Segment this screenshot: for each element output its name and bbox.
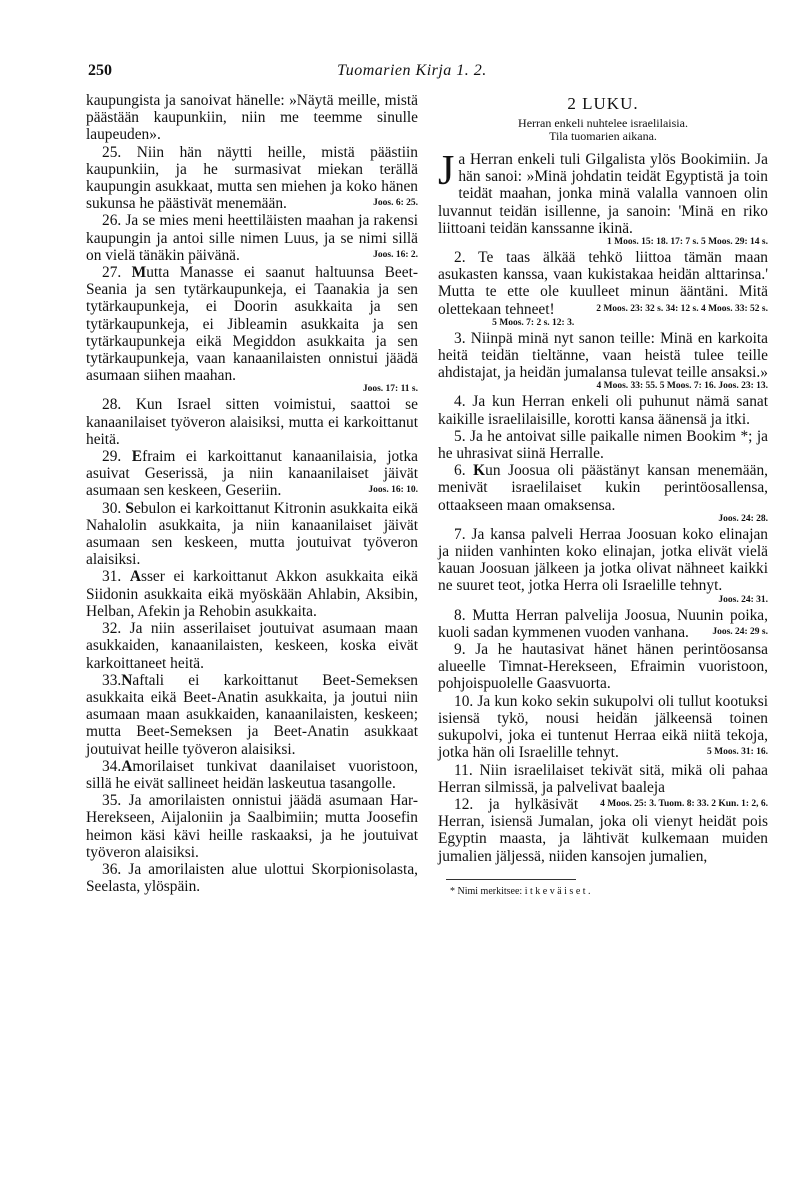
left-column — [86, 92, 418, 895]
verse-8: 8. Mutta Herran palvelija Joosua, Nuunin poika, kuoli sadan kymmenen vuoden vanhana. Joos. 24: 29 s. — [438, 606, 768, 641]
running-title: Tuomarien Kirja 1. 2. — [337, 62, 487, 79]
drop-cap: J — [438, 148, 455, 194]
verse-26: 26. Ja se mies meni heettiläisten maahan ja rakensi kaupungin ja antoi sille nimen Luus, ja se nimi sillä on vielä tänäkin päivänä. Joos. 16: 2. — [86, 212, 418, 264]
verse-28: 28. Kun Israel sitten voimistui, saattoi se kanaanilaiset työveron alaisiksi, mutta ei karkoittanut heitä. — [86, 396, 418, 448]
cross-reference: Joos. 24: 31. — [718, 594, 768, 605]
cross-reference: 2 Moos. 23: 32 s. 34: 12 s. 4 Moos. 33: 52 s. — [596, 303, 768, 314]
cross-reference: 5 Moos. 7: 2 s. 12: 3. — [492, 317, 575, 328]
verse-30: 30. Sebulon ei karkoittanut Kitronin asukkaita eikä Nahalolin asukkaita, ja niin kanaanilaiset jäivät asumaan sen keskeen, mutta joutuivat työveron alaisiksi. — [86, 499, 418, 569]
right-column — [438, 92, 768, 898]
verse-29: 29. Efraim ei karkoittanut kanaanilaisia, jotka asuivat Geserissä, ja niin kanaanilaiset jäivät asumaan sen keskeen, Geseriin. Joos. 16: 10. — [86, 448, 418, 500]
chapter-summary-line-1: Herran enkeli nuhtelee israelilaisia. — [518, 116, 688, 130]
verse-31: 31. Asser ei karkoittanut Akkon asukkaita eikä Siidonin asukkaita eikä myöskään Ahlabin, Aksibin, Helban, Afekin ja Rehobin asukkaita. — [86, 568, 418, 620]
page-header — [88, 62, 736, 84]
chapter-heading: 2 LUKU. — [567, 94, 639, 113]
verse-9: 9. Ja he hautasivat hänet hänen perintöosansa alueelle Timnat-Herekseen, Efraimin vuoristoon, pohjoispuolelle Gaasvuorta. — [438, 641, 768, 693]
verse-6: 6. Kun Joosua oli päästänyt kansan menemään, menivät israelilaiset kukin perintöosallensa, ottaakseen maan omaksensa. — [438, 462, 768, 514]
verse-7: 7. Ja kansa palveli Herraa Joosuan koko elinajan ja niiden vanhinten koko elinajan, jotka elivät vielä kauan Joosuan jälkeen ja jotka olivat nähneet kaikki ne suuret teot, jotka Herra oli Israelille tehnyt. — [438, 525, 768, 595]
page-number: 250 — [88, 62, 112, 79]
verse-10: 10. Ja kun koko sekin sukupolvi oli tullut kootuksi isiensä tykö, nousi heidän jälkeensä toinen sukupolvi, joka ei tuntenut Herraa eikä niitä tekoja, jotka hän oli Israelille tehnyt. 5 Moos. 31: 16. — [438, 692, 768, 762]
footnote: * Nimi merkitsee: itkeväiset. — [450, 885, 594, 897]
cross-reference: Joos. 17: 11 s. — [362, 384, 418, 395]
cross-reference: Joos. 24: 28. — [718, 513, 768, 524]
cross-reference: 5 Moos. 31: 16. — [707, 747, 768, 758]
verse-35: 35. Ja amorilaisten onnistui jäädä asumaan Har-Herekseen, Aijaloniin ja Saalbimiin; mutta Joosefin heimon käsi kävi heille raskaaksi, ja he joutuivat työveron alaisiksi. — [86, 792, 418, 861]
verse-34: 34.Amorilaiset tunkivat daanilaiset vuoristoon, sillä he eivät sallineet heidän laskeutua tasangolle. — [86, 757, 418, 792]
cross-reference: 4 Moos. 25: 3. Tuom. 8: 33. 2 Kun. 1: 2, 6. — [600, 798, 768, 809]
cross-reference: Joos. 16: 2. — [373, 249, 418, 260]
verse-32: 32. Ja niin asserilaiset joutuivat asumaan maan asukkaiden, kanaanilaisten, keskeen, koska eivät karkoittaneet heitä. — [86, 620, 418, 672]
verse-5: 5. Ja he antoivat sille paikalle nimen Bookim *; ja he uhrasivat siinä Herralle. — [438, 427, 768, 463]
footnote-divider — [446, 879, 576, 880]
verse-36: 36. Ja amorilaisten alue ulottui Skorpionisolasta, Seelasta, ylöspäin. — [86, 860, 418, 896]
verse-11: 11. Niin israelilaiset tekivät sitä, mikä oli pahaa Herran silmissä, ja palvelivat baaleja 4 Moos. 25: 3. Tuom. 8: 33. 2 Kun. 1: 2, 6. — [438, 762, 768, 796]
cross-reference: Joos. 24: 29 s. — [712, 626, 768, 637]
verse-25: 25. Niin hän näytti heille, mistä päästiin kaupunkiin, ja he surmasivat miekan terällä kaupungin asukkaat, mutta sen miehen ja koko hänen sukunsa he päästivät menemään. Joos. 6: 25. — [86, 143, 418, 213]
cross-reference: 4 Moos. 33: 55. 5 Moos. 7: 16. Joos. 23: 13. — [596, 381, 768, 392]
verse-2: 2. Te taas älkää tehkö liittoa tämän maan asukasten kanssa, vaan kukistakaa heidän alttarinsa.' Mutta te ette ole kuulleet minun ääntäni. Mitä olettekaan tehneet! 2 Moos. 23: 32 s. 34: 12 s. 4 Moos. 33: 52 s. — [438, 249, 768, 318]
cross-reference: 1 Moos. 15: 18. 17: 7 s. 5 Moos. 29: 14 s. — [607, 237, 768, 248]
verse-text: kaupungista ja sanoivat hänelle: »Näytä meille, mistä päästään kaupunkiin, niin me teemme sinulle laupeuden». — [86, 92, 418, 144]
cross-reference: Joos. 16: 10. — [368, 485, 418, 496]
verse-12: 12. ja hylkäsivät Herran, isiensä Jumalan, joka oli vienyt heidät pois Egyptin maasta, ja lähtivät kulkemaan muiden jumalien jäljessä, niiden kansojen jumalien, — [438, 795, 768, 865]
verse-1: Ja Herran enkeli tuli Gilgalista ylös Bookimiin. Ja hän sanoi: »Minä johdatin teidät Egyptistä ja toin teidät maahan, jonka minä valalla vannoen olin luvannut teidän isillenne, ja sanoin: 'Minä en riko liittoani teidän kanssanne ikinä. — [438, 148, 768, 237]
verse-4: 4. Ja kun Herran enkeli oli puhunut nämä sanat kaikille israelilaisille, korotti kansa äänensä ja itki. — [438, 393, 768, 428]
verse-3: 3. Niinpä minä nyt sanon teille: Minä en karkoita heitä teidän tieltänne, vaan heistä tulee teille ahdistajat, ja heidän jumalansa tulevat teille ansaksi.» — [438, 329, 768, 382]
verse-27: 27. Mutta Manasse ei saanut haltuunsa Beet-Seania ja sen tytärkaupunkeja, ei Taanakia ja sen tytärkaupunkeja, ei Doorin asukkaita ja sen tytärkaupunkeja, ei Jibleamin asukkaita ja sen tytärkaupunkeja eikä Megiddon asukkaita ja sen tytärkaupunkeja, vaan kanaanilaisten onnistui jäädä asumaan siihen maahan. — [86, 264, 418, 385]
cross-reference: Joos. 6: 25. — [373, 198, 418, 209]
verse-33: 33.Naftali ei karkoittanut Beet-Semeksen asukkaita eikä Beet-Anatin asukkaita, ja joutui niin asumaan maan asukkaiden, kanaanilaisten, keskeen; mutta Beet-Semeksen ja Beet-Anatin asukkaat joutuivat heille työveron alaisiksi. — [86, 671, 418, 758]
chapter-summary-line-2: Tila tuomarien aikana. — [549, 129, 657, 143]
